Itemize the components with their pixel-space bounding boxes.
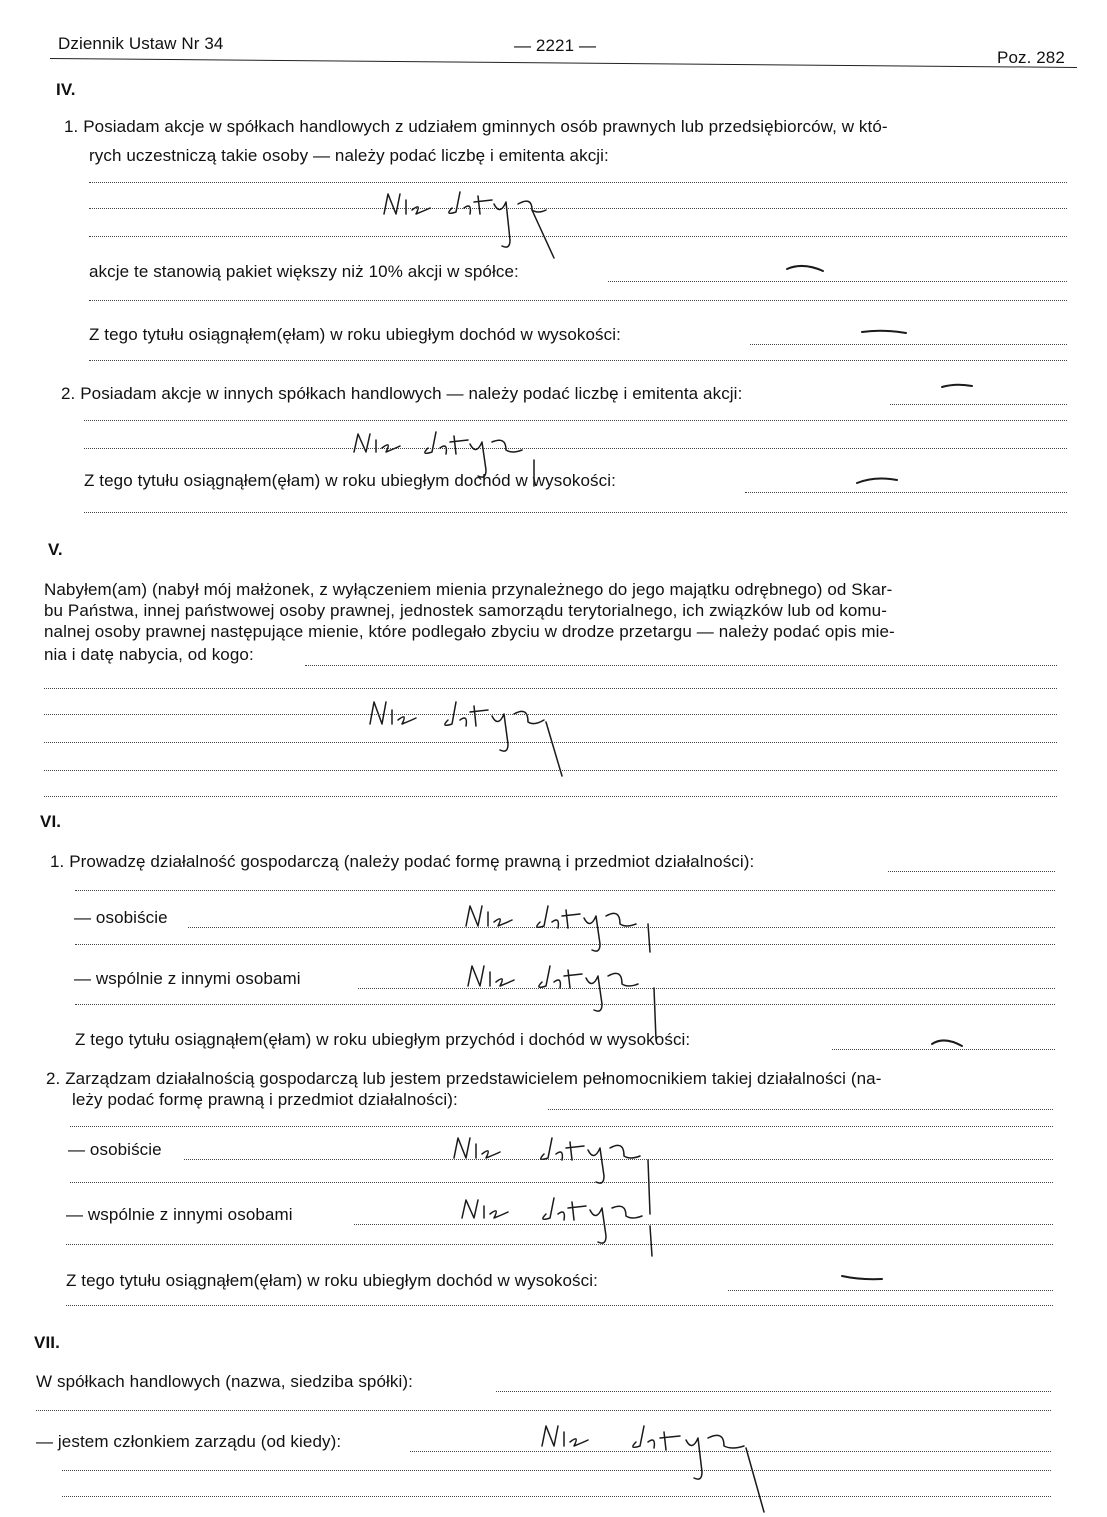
answer-line: [44, 688, 1057, 689]
section-v-text: bu Państwa, innej państwowej osoby prawnej, jednostek samorządu terytorialnego, ich związków lub od komu-: [44, 601, 887, 620]
handwritten-dash: [930, 1034, 966, 1050]
answer-line: [890, 404, 1067, 405]
section-iv-q2-text: 2. Posiadam akcje w innych spółkach handlowych — należy podać liczbę i emitenta akcji:: [61, 384, 743, 403]
answer-line: [89, 360, 1067, 361]
handwritten-dash: [855, 474, 901, 488]
answer-line: [89, 236, 1067, 237]
header-rule: [50, 58, 1077, 68]
handwritten-dash: [940, 380, 976, 392]
answer-line: [888, 871, 1055, 872]
answer-line: [305, 665, 1057, 666]
answer-line: [66, 1305, 1053, 1306]
section-v-text: nalnej osoby prawnej następujące mienie, które podlegało zbyciu w drodze przetargu — należy podać opis mie-: [44, 622, 895, 641]
handwritten-note: [352, 430, 542, 500]
answer-line: [358, 988, 1055, 989]
section-vi-heading: VI.: [40, 812, 62, 831]
section-vi-q1-text: 1. Prowadzę działalność gospodarczą (należy podać formę prawną i przedmiot działalności):: [50, 852, 755, 871]
section-iv-q1-text-cont: rych uczestniczą takie osoby — należy podać liczbę i emitenta akcji:: [89, 146, 609, 165]
page-number: — 2221 —: [514, 36, 597, 55]
section-iv-q1-text: 1. Posiadam akcje w spółkach handlowych z udziałem gminnych osób prawnych lub przedsiębiorców, w któ-: [64, 117, 888, 136]
answer-line: [745, 492, 1067, 493]
answer-line: [496, 1391, 1051, 1392]
section-iv-q1-income-label: Z tego tytułu osiągnąłem(ęłam) w roku ubiegłym dochód w wysokości:: [89, 325, 621, 344]
section-vi-q2-text: 2. Zarządzam działalnością gospodarczą lub jestem przedstawicielem pełnomocnikiem takiej działalności (na-: [46, 1069, 882, 1088]
position-number: Poz. 282: [997, 48, 1065, 67]
section-v-text: Nabyłem(am) (nabył mój małżonek, z wyłączeniem mienia przynależnego do jego majątku odrębnego) od Skar-: [44, 580, 893, 599]
answer-line: [84, 420, 1067, 421]
section-vi-q2-joint-label: — wspólnie z innymi osobami: [66, 1205, 293, 1224]
handwritten-note: [460, 1196, 660, 1260]
section-vii-companies-label: W spółkach handlowych (nazwa, siedziba spółki):: [36, 1372, 413, 1391]
answer-line: [354, 1224, 1053, 1225]
handwritten-note: [466, 962, 666, 1042]
journal-title: Dziennik Ustaw Nr 34: [58, 34, 224, 53]
handwritten-dash: [785, 261, 827, 275]
answer-line: [89, 182, 1067, 183]
handwritten-note: [368, 696, 568, 780]
section-iv-q2-income-label: Z tego tytułu osiągnąłem(ęłam) w roku ubiegłym dochód w wysokości:: [84, 471, 616, 490]
section-vi-q2-personal-label: — osobiście: [68, 1140, 162, 1159]
section-iv-q1-pakiet-label: akcje te stanowią pakiet większy niż 10% akcji w spółce:: [89, 262, 519, 281]
answer-line: [548, 1109, 1053, 1110]
answer-line: [84, 448, 1067, 449]
section-vi-q2-text-cont: leży podać formę prawną i przedmiot działalności):: [72, 1090, 458, 1109]
answer-line: [44, 796, 1057, 797]
section-v-heading: V.: [48, 540, 63, 559]
answer-line: [750, 344, 1067, 345]
handwritten-dash: [840, 1270, 886, 1284]
answer-line: [89, 300, 1067, 301]
section-vi-q1-income-label: Z tego tytułu osiągnąłem(ęłam) w roku ubiegłym przychód i dochód w wysokości:: [75, 1030, 691, 1049]
section-vi-q2-income-label: Z tego tytułu osiągnąłem(ęłam) w roku ubiegłym dochód w wysokości:: [66, 1271, 598, 1290]
section-iv-heading: IV.: [56, 80, 76, 99]
handwritten-note: [382, 188, 572, 268]
section-vi-q1-joint-label: — wspólnie z innymi osobami: [74, 969, 301, 988]
section-v-text: nia i datę nabycia, od kogo:: [44, 645, 254, 664]
handwritten-dash: [860, 326, 910, 338]
answer-line: [89, 208, 1067, 209]
answer-line: [84, 512, 1067, 513]
answer-line: [608, 281, 1067, 282]
section-vii-heading: VII.: [34, 1333, 60, 1352]
answer-line: [70, 1126, 1053, 1127]
section-vi-q1-personal-label: — osobiście: [74, 908, 168, 927]
section-vii-board-member-label: — jestem członkiem zarządu (od kiedy):: [36, 1432, 342, 1451]
answer-line: [728, 1290, 1053, 1291]
handwritten-note: [540, 1422, 780, 1514]
answer-line: [75, 890, 1055, 891]
answer-line: [36, 1410, 1051, 1411]
